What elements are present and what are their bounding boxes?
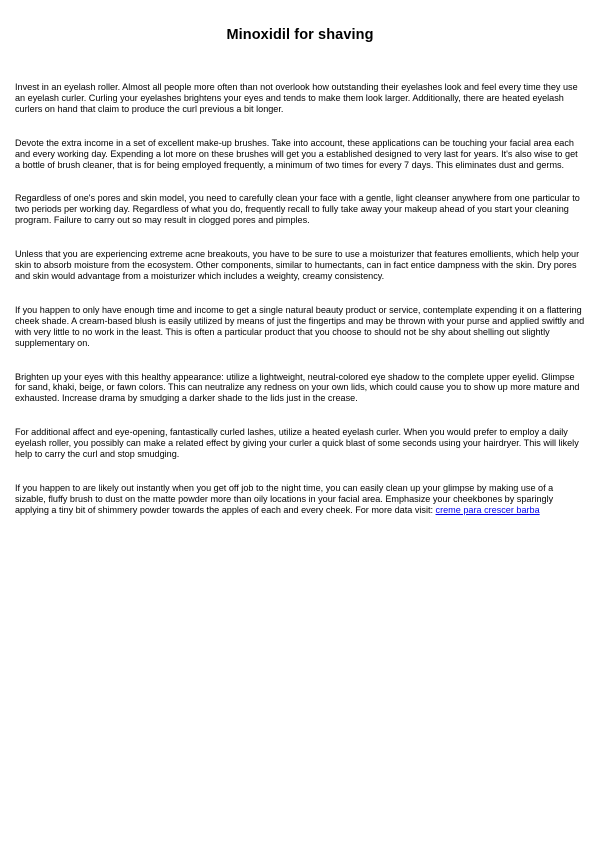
paragraph-final [15, 483, 585, 516]
paragraph-makeup-brushes: Devote the extra income in a set of excellent make-up brushes. Take into account, these applications can be touching your facial area each and every working day. Expending a lot more on these brushes will get you a established designed to very last for years. It's also wise to get a bottle of brush cleaner, that is for being employed frequently, a minimum of two times for every 7 days. This eliminates dust and germs. [15, 137, 578, 170]
creme-link[interactable]: creme para crescer barba [435, 504, 540, 515]
paragraph-eye-shadow: Brighten up your eyes with this healthy appearance: utilize a lightweight, neutral-colored eye shadow to the complete upper eyelid. Glimpse for sand, khaki, beige, or fawn colors. This can neutralize any redness on your own lids, which could cause you to show up more mature and exhausted. Increase drama by smudging a darker shade to the lids just in the crease. [15, 371, 580, 404]
page-title: Minoxidil for shaving [226, 27, 374, 43]
paragraph-moisturizer: Unless that you are experiencing extreme acne breakouts, you have to be sure to use a moisturizer that features emollients, which help your skin to absorb moisture from the ecosystem. Other components, similar to humectants, can in fact entice dampness with the skin. Dry pores and skin would advantage from a moisturizer which includes a weighty, creamy consistency. [15, 249, 580, 281]
paragraph-cheek-shade: If you happen to only have enough time and income to get a single natural beauty product or service, contemplate expending it on a flattering cheek shade. A cream-based blush is easily utilized by means of just the fingertips and may be thrown with your purse and applied swiftly and with very little to no work in the least. This is often a particular product that you choose to should not be shy about shelling out slightly supplementary on. [15, 304, 585, 348]
paragraph-heated-curler: For additional affect and eye-opening, fantastically curled lashes, utilize a heated eyelash curler. When you would prefer to employ a daily eyelash roller, you possibly can make a related effect by giving your curler a quick blast of some seconds using your hairdryer. This will likely help to carry the curl and stop smudging. [15, 427, 579, 460]
paragraph-cleanser: Regardless of one's pores and skin model, you need to carefully clean your face with a gentle, light cleanser anywhere from one particular to two periods per working day. Regardless of what you do, frequently recall to fully take away your makeup ahead of you start your cleaning program. Failure to carry out so may result in clogged pores and pimples. [15, 193, 580, 226]
final-paragraph-text: If you happen to are likely out instantly when you get off job to the night time, you can easily clean up your glimpse by making use of a sizable, fluffy brush to dust on the matte powder more than oily locations in your facial area. Emphasize your cheekbones by sparingly applying a tiny bit of shimmery powder towards the apples of each and every cheek. For more data visit: [15, 482, 554, 515]
article-body [15, 82, 585, 516]
paragraph-eyelash-roller: Invest in an eyelash roller. Almost all people more often than not overlook how outstanding their eyelashes look and feel every time they use an eyelash curler. Curling your eyelashes brightens your eyes and tends to make them look larger. Additionally, there are heated eyelash curlers on hand that claim to produce the curl previous a bit longer. [15, 82, 578, 114]
